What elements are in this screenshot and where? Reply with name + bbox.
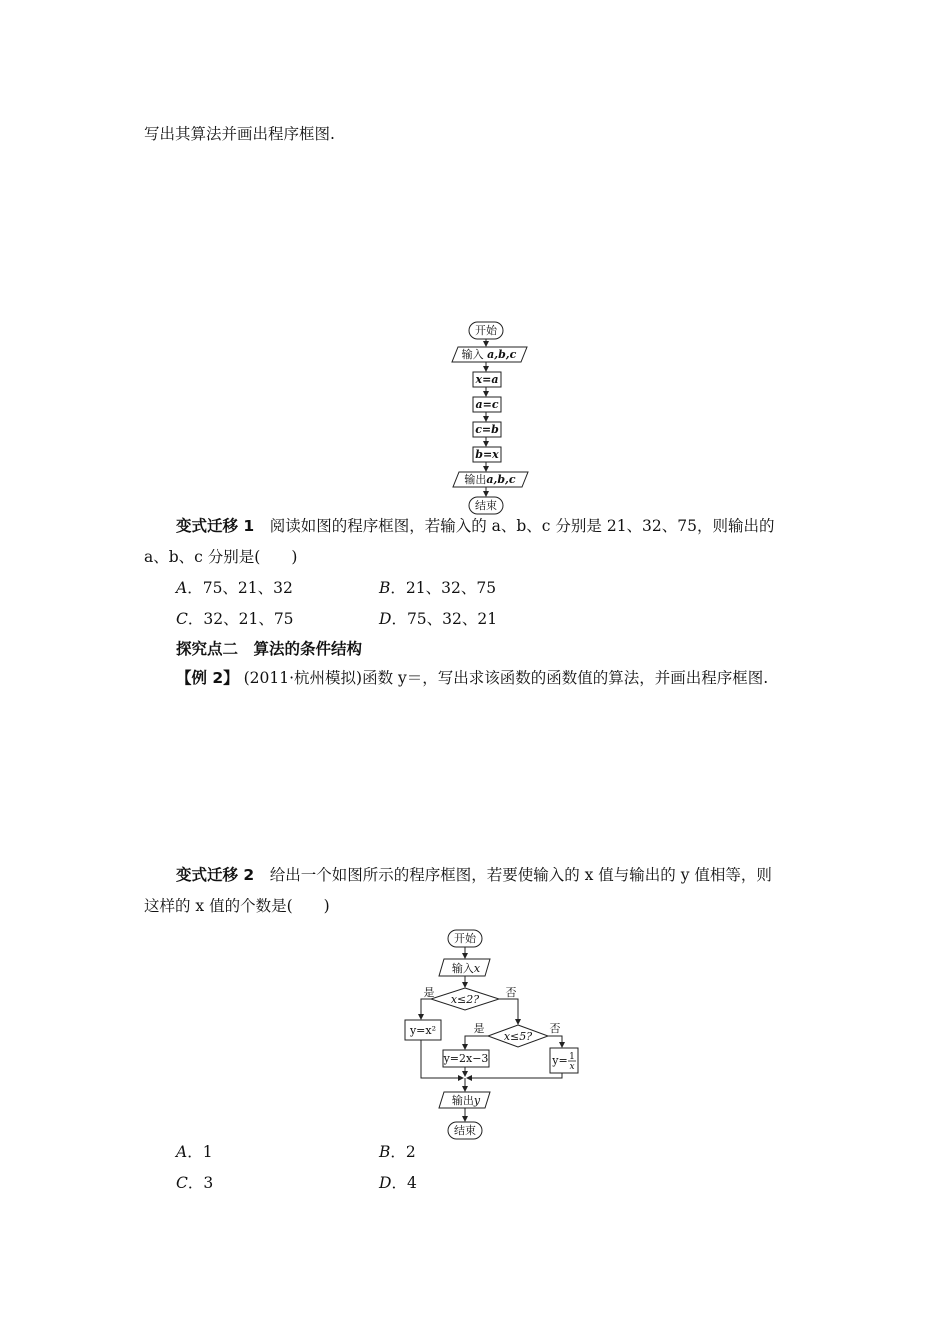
svg-text:输出a,b,c	[464, 472, 515, 486]
svg-text:输出y	[452, 1093, 481, 1107]
ex1-label: 变式迁移 1	[176, 517, 255, 535]
flow2-cond2: x≤5?	[503, 1030, 533, 1043]
flowchart-2	[386, 926, 586, 1144]
flow2-start-label: 开始	[454, 932, 476, 945]
ex1-option-d: D．75、32、21	[379, 610, 498, 628]
ex2-text-line2: 这样的 x 值的个数是( )	[144, 897, 330, 915]
flow2-yes-2: 是	[473, 1022, 485, 1035]
flow1-step-2-label: a=c	[475, 398, 499, 411]
ex2-text-line1: 给出一个如图所示的程序框图，若要使输入的 x 值与输出的 y 值相等，则	[269, 866, 772, 884]
flow2-end-label: 结束	[454, 1124, 476, 1137]
flow1-start-label: 开始	[475, 324, 497, 337]
ex2-label: 变式迁移 2	[176, 866, 255, 884]
flow1-step-1-label: x=a	[475, 373, 499, 386]
flow2-no-2: 否	[549, 1022, 561, 1035]
flow2-input-var: x	[473, 962, 481, 975]
flow2-cond1: x≤2?	[450, 993, 480, 1006]
example2-label: 【例 2】	[176, 669, 239, 687]
flow2-box2-label: y=2x−3	[443, 1052, 489, 1065]
svg-text:输入 a,b,c	[462, 347, 517, 361]
flow2-box1-label: y=x²	[409, 1024, 437, 1037]
example2-line	[176, 668, 768, 688]
flow1-input-label: 输入	[461, 348, 484, 361]
flowchart-1	[430, 318, 550, 518]
flow2-output-label: 输出	[451, 1094, 474, 1107]
flow1-input-vars: a,b,c	[487, 348, 517, 361]
svg-text:输入x	[452, 961, 481, 975]
flow2-output-var: y	[473, 1094, 481, 1107]
intro-text: 写出其算法并画出程序框图.	[144, 125, 335, 143]
ex2-line1	[176, 865, 772, 885]
flow1-end-label: 结束	[475, 499, 497, 512]
example2-source: (2011·杭州模拟)	[243, 669, 363, 687]
flow2-yes-1: 是	[423, 986, 435, 999]
flow1-step-4-label: b=x	[475, 448, 499, 461]
ex2-option-c: C．3	[176, 1174, 214, 1192]
ex1-option-b: B．21、32、75	[379, 579, 497, 597]
ex1-option-c: C．32、21、75	[176, 610, 294, 628]
ex2-option-b: B．2	[379, 1143, 416, 1161]
ex2-option-a: A．1	[176, 1143, 213, 1161]
flow2-input-label: 输入	[451, 962, 474, 975]
flow2-no-1: 否	[505, 986, 517, 999]
ex1-line1	[176, 516, 775, 536]
flow2-box3-num: 1	[569, 1052, 575, 1062]
flow1-step-3-label: c=b	[475, 423, 499, 436]
flow1-output-vars: a,b,c	[486, 473, 516, 486]
example2-text: 函数 y＝，写出求该函数的函数值的算法，并画出程序框图.	[362, 669, 769, 687]
flow2-box3-den: x	[569, 1062, 575, 1072]
ex1-text-line1: 阅读如图的程序框图，若输入的 a、b、c 分别是 21、32、75，则输出的	[269, 517, 775, 535]
flow2-box3-prefix: y=	[552, 1054, 568, 1067]
section2-title: 探究点二 算法的条件结构	[176, 640, 363, 658]
flow1-output-label: 输出	[464, 473, 487, 486]
ex1-text-line2: a、b、c 分别是( )	[144, 548, 298, 566]
ex1-option-a: A．75、21、32	[176, 579, 293, 597]
ex2-option-d: D．4	[379, 1174, 417, 1192]
